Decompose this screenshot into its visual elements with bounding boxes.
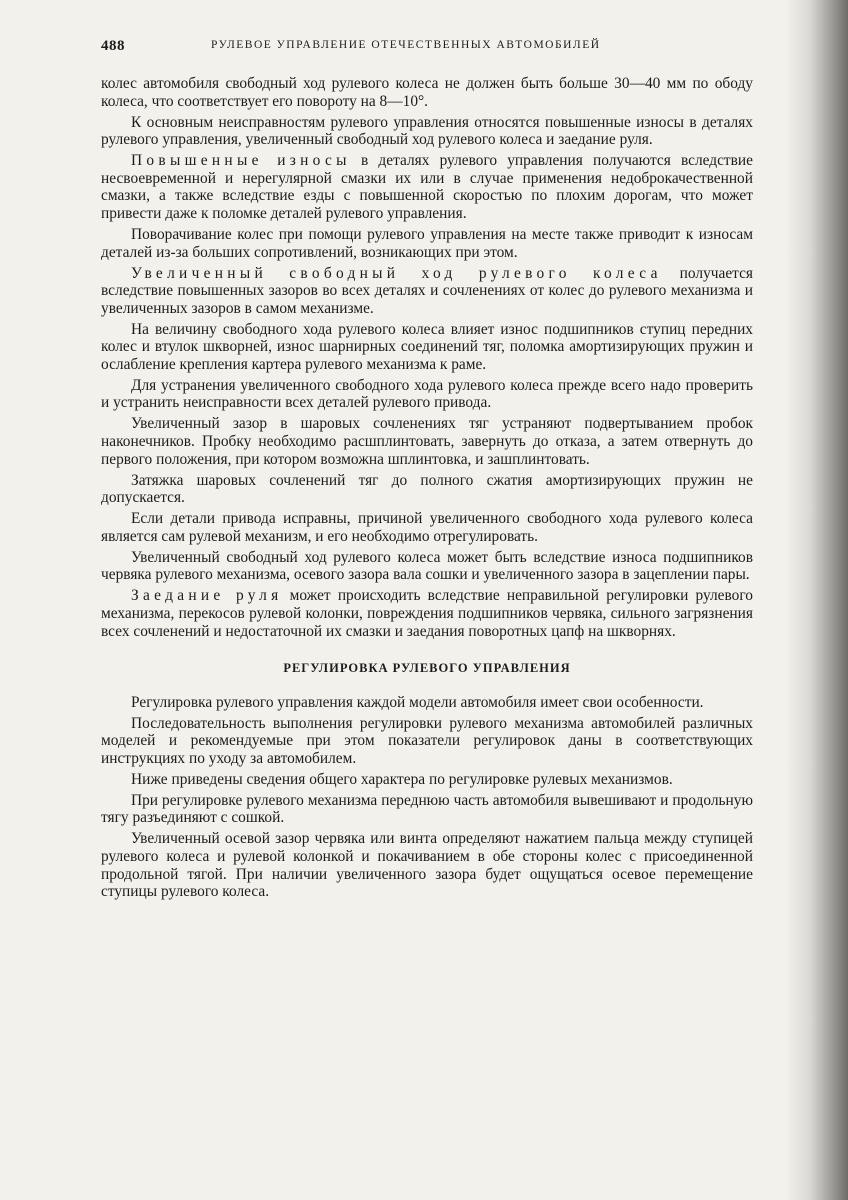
paragraph-3 [101, 152, 753, 222]
paragraph-10: Если детали привода исправны, причиной увеличенного свободного хода рулевого колеса является сам рулевой механизм, и его необходимо отрегулировать. [101, 510, 753, 545]
page-number: 488 [101, 38, 125, 54]
paragraph-12 [101, 587, 753, 640]
paragraph-13: Регулировка рулевого управления каждой модели автомобиля имеет свои особенности. [131, 693, 704, 711]
paragraph-6: На величину свободного хода рулевого колеса влияет износ подшипников ступиц передних колес и втулок шкворней, износ шарнирных соединений тяг, поломка амортизирующих пружин и ослабление крепления картера рулевого механизма к раме. [101, 320, 753, 373]
page-content [101, 75, 753, 904]
paragraph-9: Затяжка шаровых сочленений тяг до полного сжатия амортизирующих пружин не допускается. [101, 471, 753, 507]
paragraph-11: Увеличенный свободный ход рулевого колеса может быть вследствие износа подшипников червяка рулевого механизма, осевого зазора вала сошки и увеличенного зазора в зацеплении пары. [101, 548, 753, 584]
paragraph-3-text: в деталях рулевого управления получаются вследствие несвоевременной и нерегулярной смазки их или в случае применения недоброкачественной смазки, а также вследствие езды с повышенной скоростью по плохим дорогам, что может привести даже к поломке деталей рулевого управления. [101, 152, 753, 222]
emphasis-free-play: Увеличенный свободный ход рулевого колеса [131, 264, 662, 282]
emphasis-worn-parts: Повышенные износы [131, 152, 351, 170]
paragraph-16: При регулировке рулевого механизма переднюю часть автомобиля вывешивают и продольную тягу разъединяют с сошкой. [101, 791, 753, 827]
paragraph-1: колес автомобиля свободный ход рулевого колеса не должен быть больше 30—40 мм по ободу колеса, что соответствует его повороту на 8—10°. [101, 75, 753, 110]
page-edge-shadow [786, 0, 848, 1200]
paragraph-7: Для устранения увеличенного свободного хода рулевого колеса прежде всего надо проверить и устранить неисправности всех деталей рулевого привода. [101, 376, 753, 412]
paragraph-15: Ниже приведены сведения общего характера по регулировке рулевых механизмов. [131, 770, 673, 788]
paragraph-12-text: может происходить вследствие неправильной регулировки рулевого механизма, перекосов рулевой колонки, повреждения подшипников червяка, сильного загрязнения всех сочленений и недостаточной их смазки и заедания поворотных цапф на шкворнях. [101, 587, 753, 640]
paragraph-4: Поворачивание колес при помощи рулевого управления на месте также приводит к износам деталей из-за больших сопротивлений, возникающих при этом. [101, 225, 753, 261]
paragraph-2: К основным неисправностям рулевого управления относятся повышенные износы в деталях рулевого управления, увеличенный свободный ход рулевого колеса и заедание руля. [101, 113, 753, 149]
paragraph-8: Увеличенный зазор в шаровых сочленениях тяг устраняют подвертыванием пробок наконечников. Пробку необходимо расшплинтовать, завернуть до отказа, а затем отвернуть до первого положения, при котором возможна шплинтовка, и зашплинтовать. [101, 415, 753, 468]
page-header [101, 38, 753, 58]
section-heading: РЕГУЛИРОВКА РУЛЕВОГО УПРАВЛЕНИЯ [283, 661, 571, 676]
emphasis-steering-binding: Заедание руля [131, 587, 283, 605]
paragraph-17: Увеличенный осевой зазор червяка или винта определяют нажатием пальца между ступицей рулевого колеса и рулевой колонкой и покачиванием в обе стороны колес с присоединенной продольной тягой. При наличии увеличенного зазора будет ощущаться осевое перемещение ступицы рулевого колеса. [101, 830, 753, 901]
paragraph-5-text: получается вследствие повышенных зазоров во всех деталях и сочленениях от колес до рулевого механизма и увеличенных зазоров в самом механизме. [101, 264, 754, 317]
paragraph-14: Последовательность выполнения регулировки рулевого механизма автомобилей различных моделей и рекомендуемые при этом показатели регулировок даны в соответствующих инструкциях по уходу за автомобилем. [101, 714, 753, 767]
paragraph-5 [101, 265, 753, 318]
running-title: РУЛЕВОЕ УПРАВЛЕНИЕ ОТЕЧЕСТВЕННЫХ АВТОМОБИЛЕЙ [211, 39, 601, 51]
